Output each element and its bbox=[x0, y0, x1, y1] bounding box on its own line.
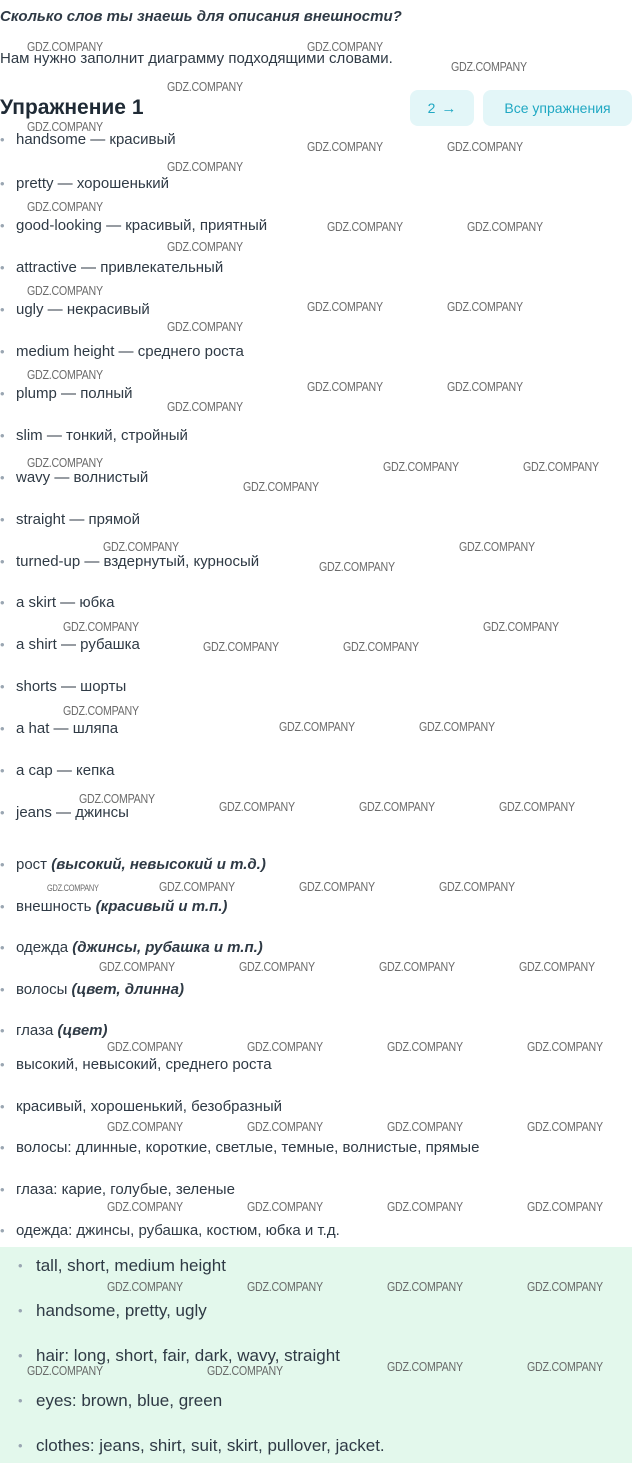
answer-item: • hair: long, short, fair, dark, wavy, straight bbox=[36, 1346, 340, 1366]
category-name: волосы bbox=[16, 981, 68, 998]
all-exercises-button[interactable] bbox=[483, 90, 632, 126]
watermark: GDZ.COMPANY bbox=[527, 1039, 603, 1054]
category-name: одежда bbox=[16, 939, 69, 956]
category-name: рост bbox=[16, 856, 48, 873]
watermark: GDZ.COMPANY bbox=[207, 1363, 283, 1378]
list-item: • pretty — хорошенький bbox=[16, 175, 169, 192]
watermark: GDZ.COMPANY bbox=[383, 459, 459, 474]
list-item: • ugly — некрасивый bbox=[16, 301, 150, 318]
category-item bbox=[16, 981, 184, 998]
watermark: GDZ.COMPANY bbox=[467, 219, 543, 234]
answer-item: • clothes: jeans, shirt, suit, skirt, pullover, jacket. bbox=[36, 1436, 385, 1456]
watermark: GDZ.COMPANY bbox=[27, 455, 103, 470]
category-note: (высокий, невысокий и т.д.) bbox=[51, 856, 266, 873]
watermark: GDZ.COMPANY bbox=[243, 479, 319, 494]
watermark: GDZ.COMPANY bbox=[279, 719, 355, 734]
watermark: GDZ.COMPANY bbox=[447, 299, 523, 314]
list-item: • plump — полный bbox=[16, 385, 133, 402]
watermark: GDZ.COMPANY bbox=[63, 619, 139, 634]
watermark: GDZ.COMPANY bbox=[451, 59, 527, 74]
watermark: GDZ.COMPANY bbox=[523, 459, 599, 474]
watermark: GDZ.COMPANY bbox=[167, 159, 243, 174]
watermark: GDZ.COMPANY bbox=[307, 39, 383, 54]
list-item: • волосы: длинные, короткие, светлые, темные, волнистые, прямые bbox=[16, 1139, 479, 1156]
list-item: • глаза: карие, голубые, зеленые bbox=[16, 1181, 235, 1198]
arrow-right-icon: → bbox=[441, 99, 457, 117]
category-note: (джинсы, рубашка и т.п.) bbox=[72, 939, 263, 956]
watermark: GDZ.COMPANY bbox=[27, 119, 103, 134]
watermark: GDZ.COMPANY bbox=[103, 539, 179, 554]
category-item bbox=[16, 1022, 108, 1039]
task-description: Нам нужно заполнит диаграмму подходящими словами. bbox=[0, 50, 393, 67]
watermark: GDZ.COMPANY bbox=[387, 1119, 463, 1134]
watermark: GDZ.COMPANY bbox=[307, 299, 383, 314]
next-exercise-label: 2 bbox=[427, 100, 436, 116]
watermark: GDZ.COMPANY bbox=[419, 719, 495, 734]
watermark: GDZ.COMPANY bbox=[107, 1039, 183, 1054]
all-exercises-label: Все упражнения bbox=[504, 100, 611, 116]
watermark: GDZ.COMPANY bbox=[439, 879, 515, 894]
list-item: • attractive — привлекательный bbox=[16, 259, 223, 276]
watermark: GDZ.COMPANY bbox=[459, 539, 535, 554]
category-item bbox=[16, 856, 266, 873]
watermark: GDZ.COMPANY bbox=[167, 399, 243, 414]
watermark: GDZ.COMPANY bbox=[387, 1039, 463, 1054]
watermark: GDZ.COMPANY bbox=[107, 1279, 183, 1294]
list-item: • handsome — красивый bbox=[16, 131, 176, 148]
list-item: • slim — тонкий, стройный bbox=[16, 427, 188, 444]
watermark: GDZ.COMPANY bbox=[167, 239, 243, 254]
watermark: GDZ.COMPANY bbox=[307, 139, 383, 154]
category-item bbox=[16, 939, 263, 956]
watermark: GDZ.COMPANY bbox=[447, 139, 523, 154]
category-name: глаза bbox=[16, 1022, 54, 1039]
watermark: GDZ.COMPANY bbox=[99, 959, 175, 974]
watermark: GDZ.COMPANY bbox=[167, 79, 243, 94]
watermark: GDZ.COMPANY bbox=[483, 619, 559, 634]
watermark: GDZ.COMPANY bbox=[27, 367, 103, 382]
watermark: GDZ.COMPANY bbox=[447, 379, 523, 394]
watermark: GDZ.COMPANY bbox=[63, 703, 139, 718]
watermark: GDZ.COMPANY bbox=[167, 319, 243, 334]
list-item: • jeans — джинсы bbox=[16, 804, 129, 821]
exercise-title: Упражнение 1 bbox=[0, 96, 144, 119]
watermark: GDZ.COMPANY bbox=[527, 1279, 603, 1294]
watermark: GDZ.COMPANY bbox=[299, 879, 375, 894]
list-item: • shorts — шорты bbox=[16, 678, 126, 695]
list-item: • a hat — шляпа bbox=[16, 720, 118, 737]
list-item: • красивый, хорошенький, безобразный bbox=[16, 1098, 282, 1115]
watermark: GDZ.COMPANY bbox=[527, 1119, 603, 1134]
watermark: GDZ.COMPANY bbox=[239, 959, 315, 974]
category-name: внешность bbox=[16, 898, 92, 915]
list-item: • straight — прямой bbox=[16, 511, 140, 528]
watermark: GDZ.COMPANY bbox=[107, 1199, 183, 1214]
watermark: GDZ.COMPANY bbox=[203, 639, 279, 654]
watermark: GDZ.COMPANY bbox=[247, 1199, 323, 1214]
category-note: (красивый и т.п.) bbox=[95, 898, 228, 915]
list-item: • a cap — кепка bbox=[16, 762, 114, 779]
watermark: GDZ.COMPANY bbox=[327, 219, 403, 234]
answer-item: • handsome, pretty, ugly bbox=[36, 1301, 207, 1321]
answer-item: • tall, short, medium height bbox=[36, 1256, 226, 1276]
watermark: GDZ.COMPANY bbox=[27, 199, 103, 214]
list-item: • одежда: джинсы, рубашка, костюм, юбка и т.д. bbox=[16, 1222, 340, 1239]
watermark: GDZ.COMPANY bbox=[499, 799, 575, 814]
watermark: GDZ.COMPANY bbox=[319, 559, 395, 574]
next-exercise-button[interactable] bbox=[410, 90, 474, 126]
list-item: • turned-up — вздернутый, курносый bbox=[16, 553, 259, 570]
list-item: • высокий, невысокий, среднего роста bbox=[16, 1056, 272, 1073]
watermark: GDZ.COMPANY bbox=[387, 1359, 463, 1374]
watermark: GDZ.COMPANY bbox=[307, 379, 383, 394]
list-item: • a shirt — рубашка bbox=[16, 636, 140, 653]
watermark: GDZ.COMPANY bbox=[359, 799, 435, 814]
category-note: (цвет, длинна) bbox=[71, 981, 184, 998]
watermark: GDZ.COMPANY bbox=[387, 1279, 463, 1294]
watermark: GDZ.COMPANY bbox=[379, 959, 455, 974]
watermark: GDZ.COMPANY bbox=[343, 639, 419, 654]
category-note: (цвет) bbox=[57, 1022, 108, 1039]
watermark: GDZ.COMPANY bbox=[219, 799, 295, 814]
watermark: GDZ.COMPANY bbox=[107, 1119, 183, 1134]
watermark: GDZ.COMPANY bbox=[519, 959, 595, 974]
watermark: GDZ.COMPANY bbox=[159, 879, 235, 894]
watermark: GDZ.COMPANY bbox=[27, 283, 103, 298]
watermark: GDZ.COMPANY bbox=[247, 1279, 323, 1294]
watermark: GDZ.COMPANY bbox=[27, 1363, 103, 1378]
watermark: GDZ.COMPANY bbox=[27, 39, 103, 54]
watermark: GDZ.COMPANY bbox=[527, 1359, 603, 1374]
watermark: GDZ.COMPANY bbox=[527, 1199, 603, 1214]
watermark: GDZ.COMPANY bbox=[79, 791, 155, 806]
watermark: GDZ.COMPANY bbox=[387, 1199, 463, 1214]
question-heading: Сколько слов ты знаешь для описания внешности? bbox=[0, 8, 402, 25]
list-item: • good-looking — красивый, приятный bbox=[16, 217, 267, 234]
category-item bbox=[16, 898, 227, 915]
list-item: • wavy — волнистый bbox=[16, 469, 148, 486]
answer-item: • eyes: brown, blue, green bbox=[36, 1391, 222, 1411]
watermark: GDZ.COMPANY bbox=[47, 883, 99, 893]
watermark: GDZ.COMPANY bbox=[247, 1039, 323, 1054]
list-item: • medium height — среднего роста bbox=[16, 343, 244, 360]
watermark: GDZ.COMPANY bbox=[247, 1119, 323, 1134]
list-item: • a skirt — юбка bbox=[16, 594, 114, 611]
